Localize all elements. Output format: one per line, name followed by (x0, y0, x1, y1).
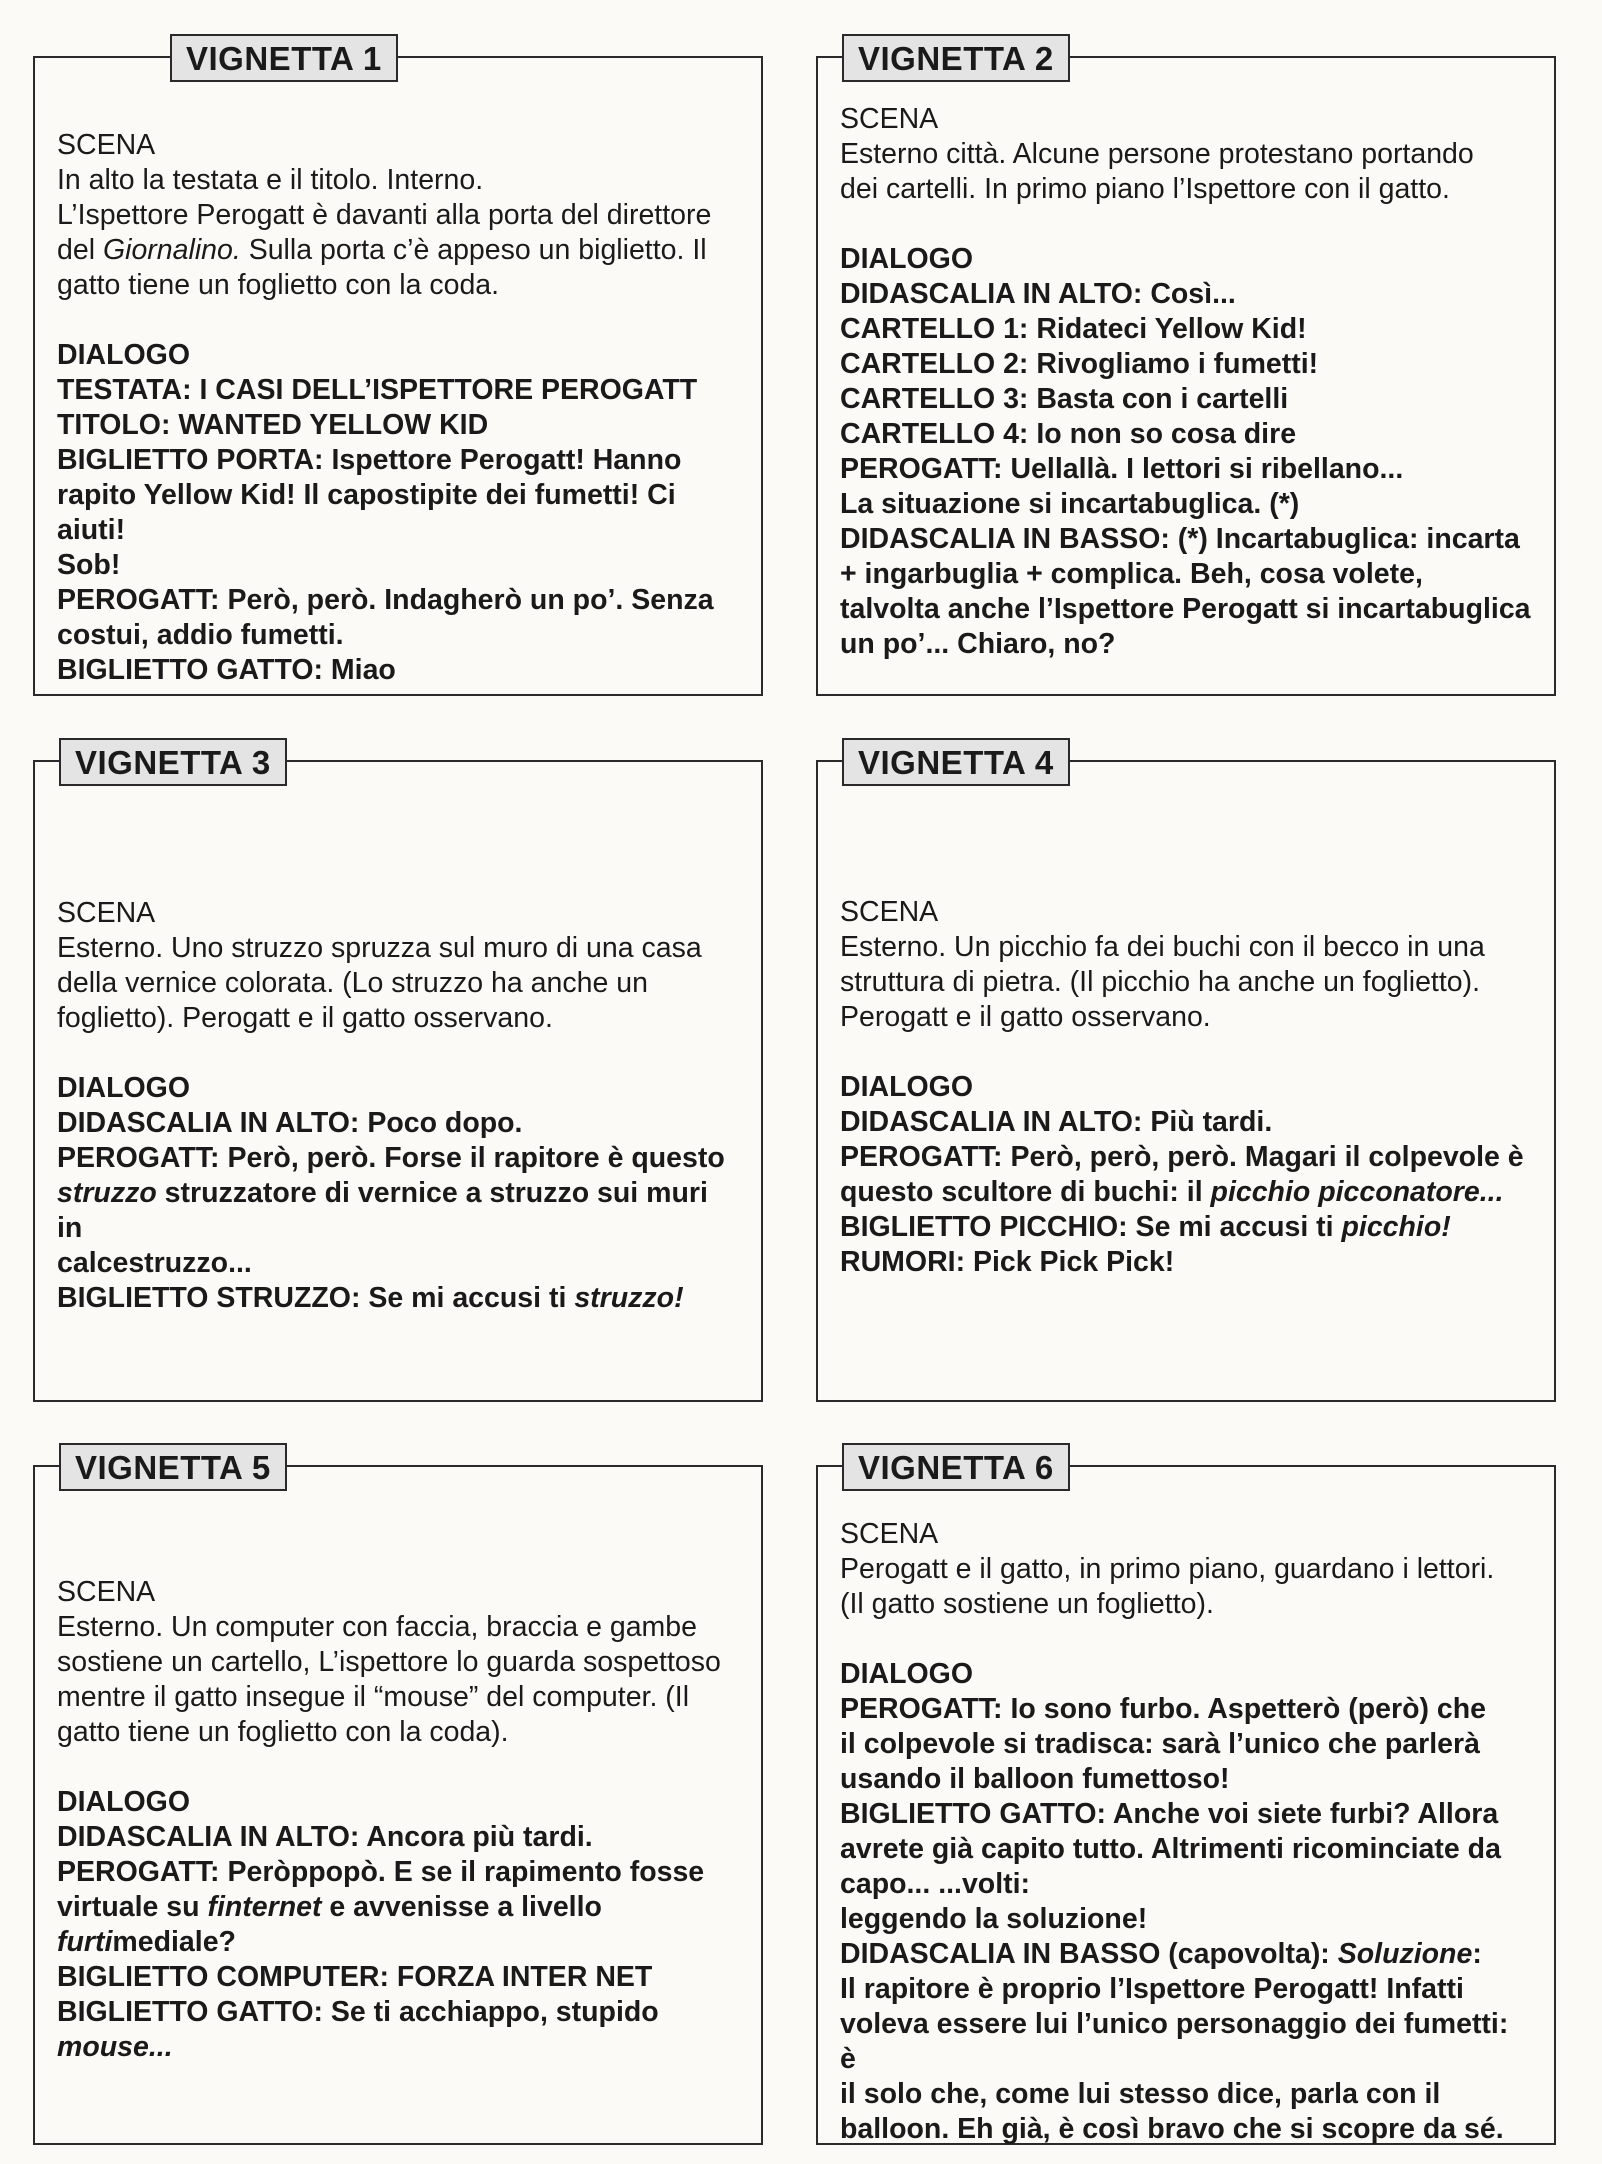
dialog-label: DIALOGO (840, 1658, 973, 1690)
panel-vignetta-5 (33, 1449, 763, 2145)
scene-text: Esterno città. Alcune persone protestano portando dei cartelli. In primo piano l’Ispettore con il gatto. (840, 138, 1474, 205)
scene-label: SCENA (57, 897, 156, 929)
panel-title: VIGNETTA 3 (59, 738, 287, 786)
dialog-text: DIDASCALIA IN ALTO: Così... CARTELLO 1: Ridateci Yellow Kid! CARTELLO 2: Rivogliamo i fumetti! CARTELLO 3: Basta con i cartelli CARTELLO 4: Io non so cosa dire PEROGATT: Uellallà. I lettori si ribellano... La situazione si incartabuglica. (*) DIDASCALIA IN BASSO: (*) Incartabuglica: incarta + ingarbuglia + complica. Beh, cosa volete, talvolta anche l’Ispettore Perogatt si incartabuglica un po’... Chiaro, no? (840, 278, 1531, 660)
panel-title: VIGNETTA 5 (59, 1443, 287, 1491)
scene-text: Esterno. Uno struzzo spruzza sul muro di una casa della vernice colorata. (Lo struzzo ha anche un foglietto). Perogatt e il gatto osservano. (57, 932, 702, 1034)
dialog-text: TESTATA: I CASI DELL’ISPETTORE PEROGATT TITOLO: WANTED YELLOW KID BIGLIETTO PORTA: Ispettore Perogatt! Hanno rapito Yellow Kid! Il capostipite dei fumetti! Ci aiuti! Sob! PEROGATT: Però, però. Indagherò un po’. Senza costui, addio fumetti. BIGLIETTO GATTO: Miao (57, 374, 714, 686)
panel-vignetta-2 (816, 40, 1556, 696)
dialog-label: DIALOGO (840, 243, 973, 275)
panel-title: VIGNETTA 2 (842, 34, 1070, 82)
panel-title: VIGNETTA 1 (170, 34, 398, 82)
panel-title: VIGNETTA 4 (842, 738, 1070, 786)
dialog-text: DIDASCALIA IN ALTO: Poco dopo. PEROGATT: Però, però. Forse il rapitore è questo struzzo struzzatore di vernice a struzzo sui muri in calcestruzzo... BIGLIETTO STRUZZO: Se mi accusi ti struzzo! (57, 1107, 725, 1314)
scene-text: In alto la testata e il titolo. Interno. L’Ispettore Perogatt è davanti alla porta del direttore del Giornalino. Sulla porta c’è appeso un biglietto. Il gatto tiene un foglietto con la coda. (57, 164, 712, 301)
dialog-text: DIDASCALIA IN ALTO: Più tardi. PEROGATT: Però, però, però. Magari il colpevole è questo scultore di buchi: il picchio picconatore... BIGLIETTO PICCHIO: Se mi accusi ti picchio! RUMORI: Pick Pick Pick! (840, 1106, 1524, 1278)
panel-vignetta-1 (33, 40, 763, 696)
panel-vignetta-3 (33, 744, 763, 1402)
scene-label: SCENA (57, 1576, 156, 1608)
scene-label: SCENA (840, 896, 939, 928)
scene-text: Esterno. Un picchio fa dei buchi con il becco in una struttura di pietra. (Il picchio ha anche un foglietto). Perogatt e il gatto osservano. (840, 931, 1485, 1033)
panel-vignetta-4 (816, 744, 1556, 1402)
panel-title: VIGNETTA 6 (842, 1443, 1070, 1491)
panel-vignetta-6 (816, 1449, 1556, 2145)
scene-text: Esterno. Un computer con faccia, braccia e gambe sostiene un cartello, L’ispettore lo guarda sospettoso mentre il gatto insegue il “mouse” del computer. (Il gatto tiene un foglietto con la coda). (57, 1611, 721, 1748)
dialog-text: PEROGATT: Io sono furbo. Aspetterò (però) che il colpevole si tradisca: sarà l’unico che parlerà usando il balloon fumettoso! BIGLIETTO GATTO: Anche voi siete furbi? Allora avrete già capito tutto. Altrimenti ricominciate da capo... ...volti: leggendo la soluzione! DIDASCALIA IN BASSO (capovolta): Soluzione: Il rapitore è proprio l’Ispettore Perogatt! Infatti voleva essere lui l’unico personaggio dei fumetti: è il solo che, come lui stesso dice, parla con il balloon. Eh già, è così bravo che si scopre da sé. (840, 1693, 1509, 2145)
dialog-label: DIALOGO (57, 339, 190, 371)
scene-text: Perogatt e il gatto, in primo piano, guardano i lettori. (Il gatto sostiene un foglietto). (840, 1553, 1495, 1620)
dialog-label: DIALOGO (57, 1072, 190, 1104)
dialog-label: DIALOGO (840, 1071, 973, 1103)
dialog-text: DIDASCALIA IN ALTO: Ancora più tardi. PEROGATT: Peròppopò. E se il rapimento fosse virtuale su finternet e avvenisse a livello furtimediale? BIGLIETTO COMPUTER: FORZA INTER NET BIGLIETTO GATTO: Se ti acchiappo, stupido mouse... (57, 1821, 705, 2063)
scene-label: SCENA (57, 129, 156, 161)
dialog-label: DIALOGO (57, 1786, 190, 1818)
scene-label: SCENA (840, 103, 939, 135)
scene-label: SCENA (840, 1518, 939, 1550)
